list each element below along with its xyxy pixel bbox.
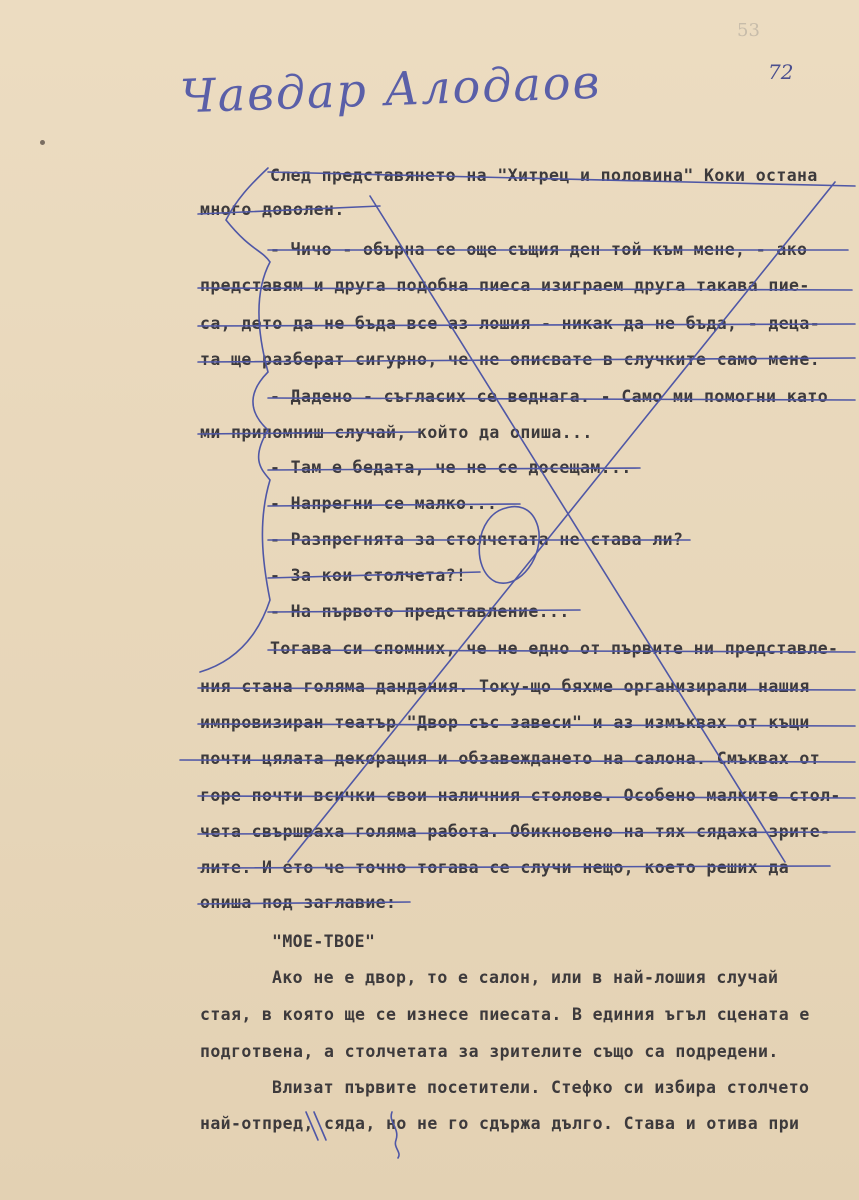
strike-line [198,432,420,434]
pencil-page-number: 53 [737,20,760,41]
strike-line [198,358,855,362]
strike-line [198,724,855,726]
text-line: са, дето да не бъда все аз лошия - никак да не бъда, - деца- [200,314,821,333]
text-line: - За кои столчета?! [270,566,467,585]
strike-line [268,610,580,612]
text-line: та ще разберат сигурно, че не описвате в случките само мене. [200,350,821,369]
margin-bracket [200,168,270,672]
text-line: Ако не е двор, то е салон, или в най-лошия случай [272,968,779,987]
cross-out-x [288,182,835,862]
strike-line [198,832,855,834]
text-line: импровизиран театър "Двор със завеси" и аз измъквах от къщи [200,713,810,732]
text-line: След представянето на "Хитрец и половина" Коки остана [270,166,818,185]
text-line: стая, в която ще се изнесе пиесата. В единия ъгъл сцената е [200,1005,810,1024]
strike-line [268,172,855,186]
strike-line [268,468,640,470]
strike-line [198,688,855,690]
handwritten-title: Чавдар Алодаов [179,54,603,124]
strike-line [198,796,855,798]
text-line: - Дадено - съгласих се веднага. - Само ми помогни като [270,387,829,406]
text-line: - Там е бедата, че не се досещам... [270,458,632,477]
strike-line [198,324,855,326]
page-number: 72 [768,60,794,84]
text-line: ния стана голяма дандания. Току-що бяхме организирали нашия [200,677,810,696]
strike-line [198,206,380,214]
text-line: Влизат първите посетители. Стефко си избира столчето [272,1078,810,1097]
strike-line [268,398,855,400]
strike-line [198,902,410,904]
text-line: опиша под заглавие: [200,893,397,912]
text-line: много доволен. [200,200,345,219]
text-line: лите. И ето че точно тогава се случи нещо, което реших да [200,858,790,877]
text-line: - Напрегни се малко... [270,494,498,513]
correction-mark [391,1112,399,1158]
text-line: чета свършваха голяма работа. Обикновено на тях сядаха зрите- [200,822,831,841]
strike-line [268,504,520,506]
text-line: подготвена, а столчетата за зрителите също са подредени. [200,1042,779,1061]
text-line: почти цялата декорация и обзавеждането на салона. Смъквах от [200,749,821,768]
strike-line [180,760,855,762]
text-line: горе почти всички свои наличния столове. Особено малките стол- [200,786,841,805]
text-line: - Разпрегнята за столчетата не става ли? [270,530,684,549]
text-line: ми припомниш случай, който да опиша... [200,423,593,442]
strike-line [268,572,480,578]
text-line: представям и друга подобна пиеса изиграем друга такава пие- [200,276,810,295]
strike-line [198,288,852,290]
strike-line [198,866,830,868]
text-line: най-отпред, сяда, но не го сдържа дълго. Става и отива при [200,1114,800,1133]
strike-line [268,650,855,652]
text-line: Тогава си спомних, че не едно от първите ни представле- [270,639,839,658]
cross-out-circle [479,507,539,584]
section-heading: "МОЕ-ТВОЕ" [272,932,376,951]
text-line: - Чичо - обърна се още същия ден той към мене, - ако [270,240,808,259]
cross-out-x [370,196,785,862]
text-line: - На първото представление... [270,602,570,621]
